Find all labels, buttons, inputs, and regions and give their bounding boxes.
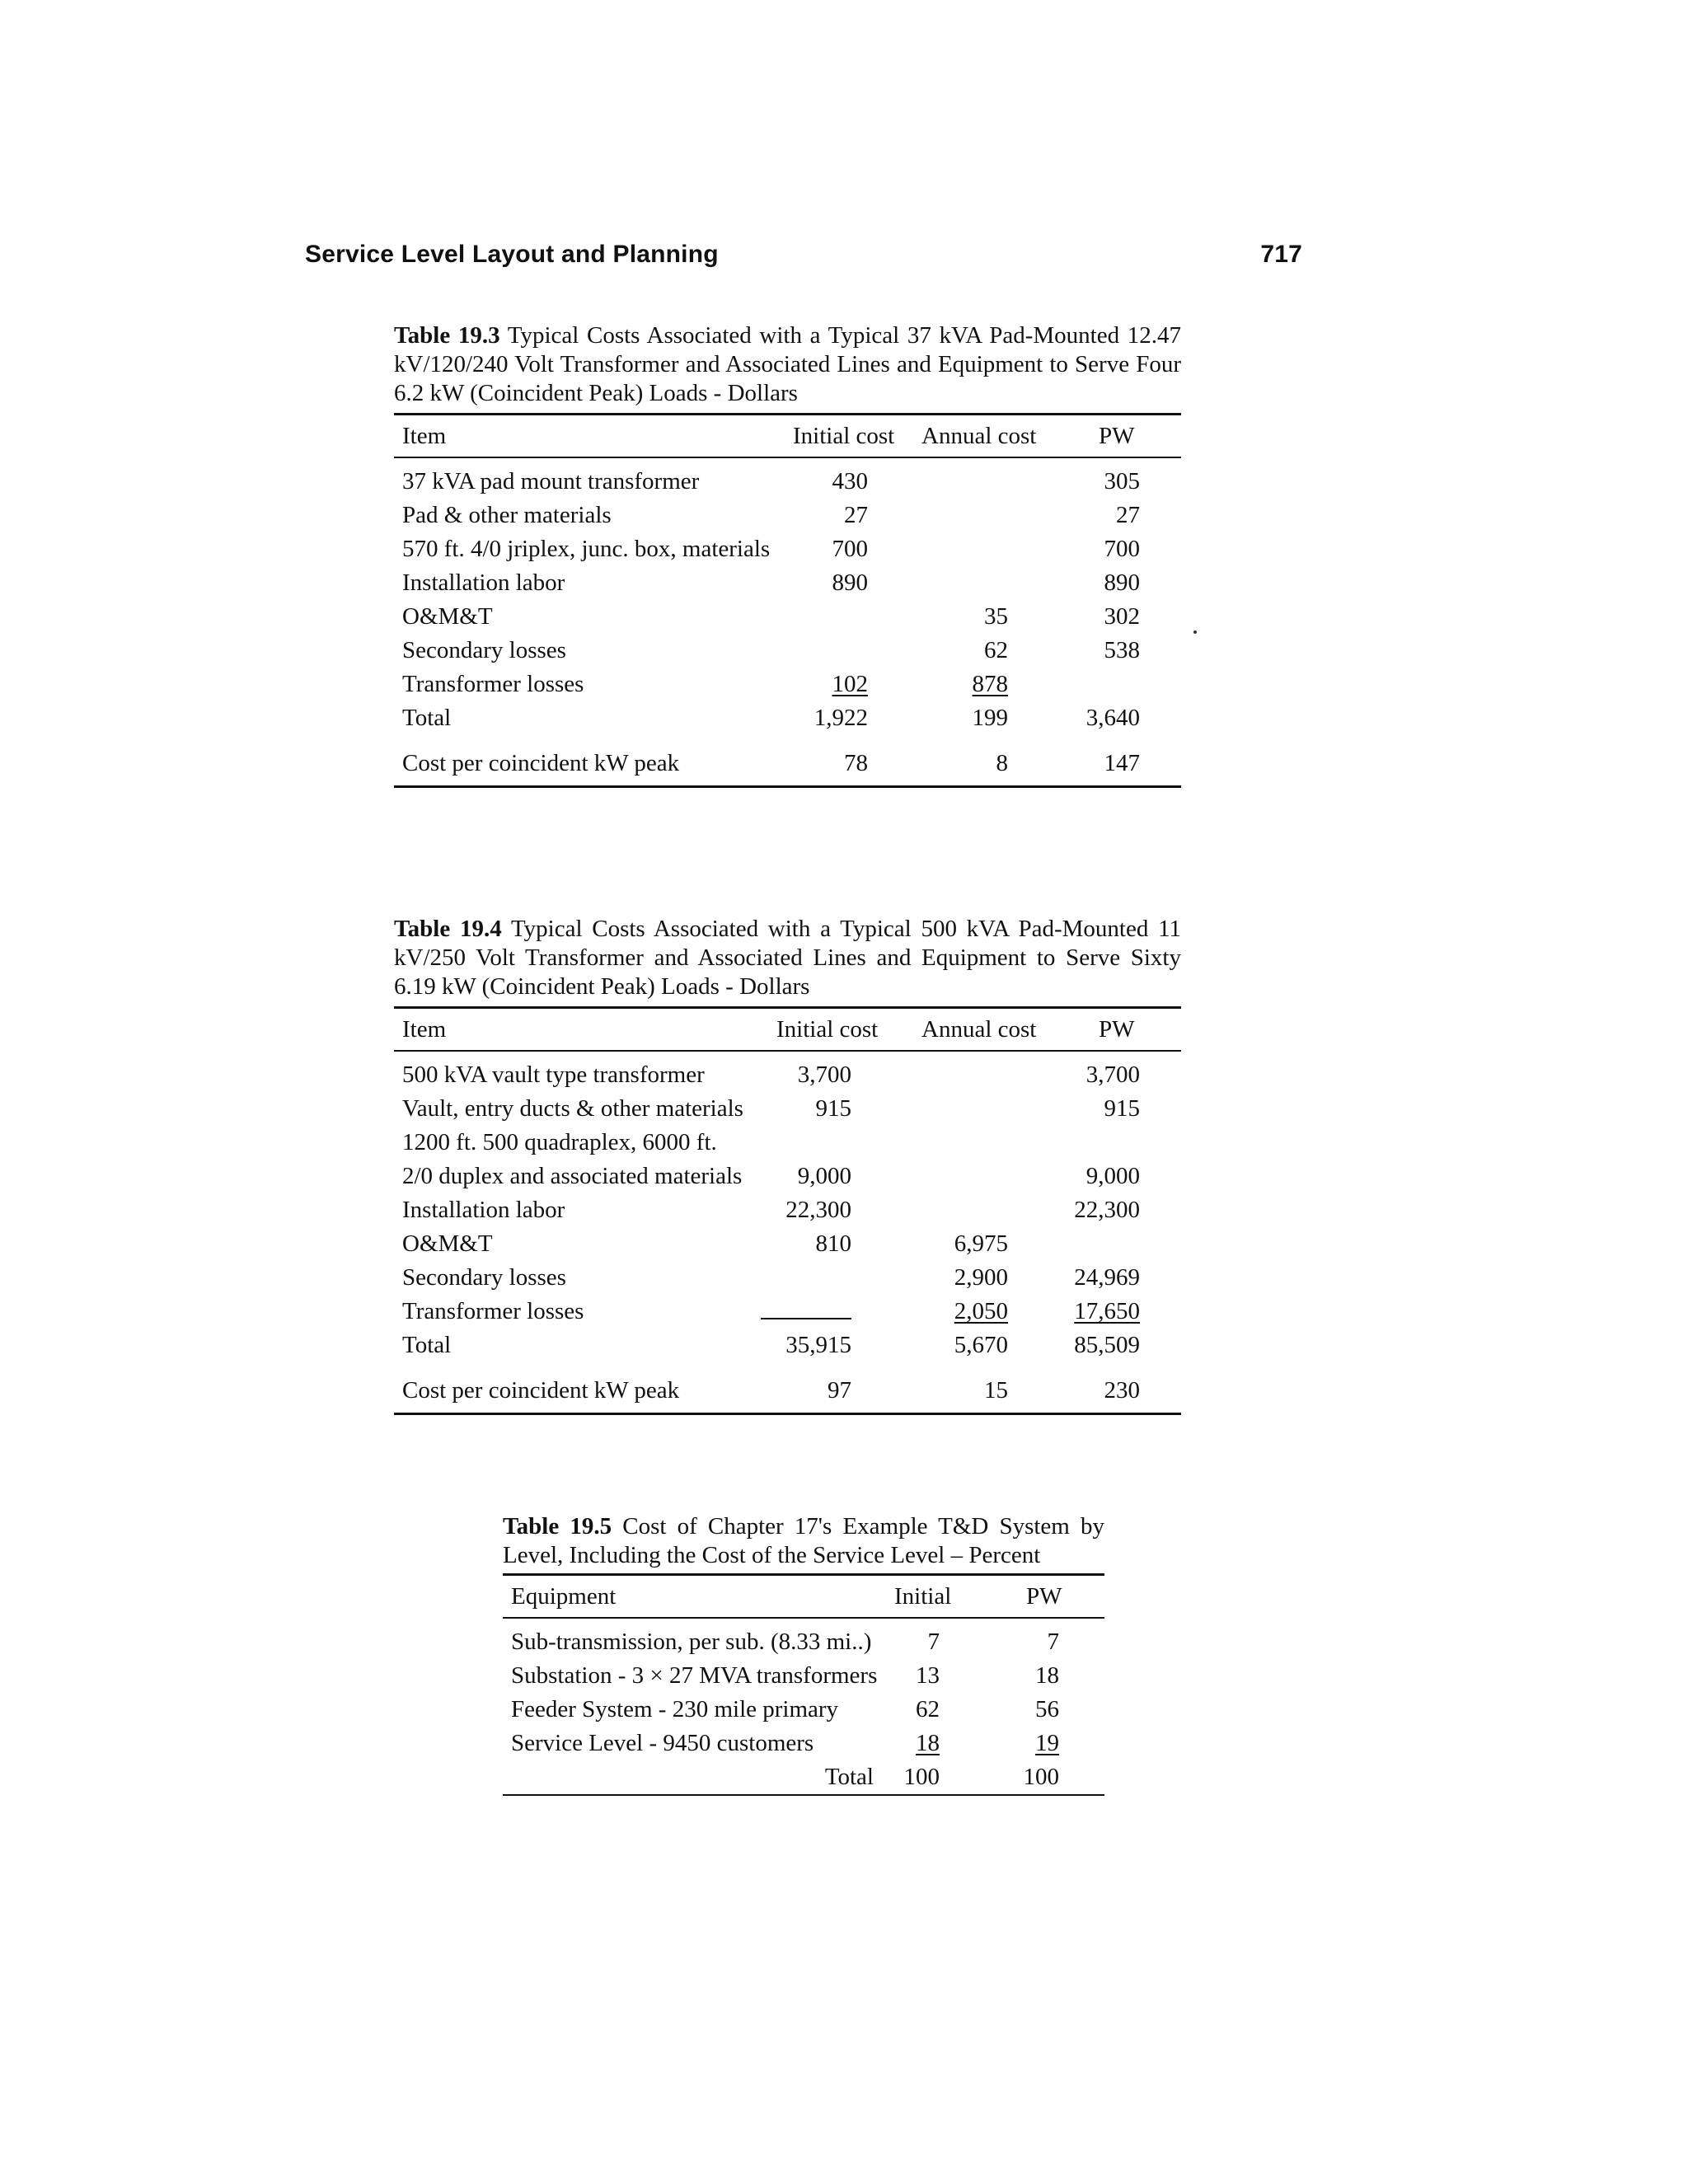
cell-item: 2/0 duplex and associated materials [402, 1163, 743, 1189]
cell-item: O&M&T [402, 1230, 493, 1257]
col-header-initial: Initial cost [793, 423, 895, 449]
table-caption-text: Cost of Chapter 17's Example T&D System by Level, Including the Cost of the Service Level – Percent [503, 1513, 1104, 1568]
cell-equipment: Service Level - 9450 customers [511, 1730, 814, 1756]
cell-pw: 915 [1104, 1095, 1140, 1122]
table-row [394, 1193, 1181, 1227]
cell-pw: 700 [1104, 536, 1140, 562]
table-header-row [503, 1576, 1104, 1617]
page-number: 717 [1260, 241, 1302, 268]
table-row [394, 566, 1181, 600]
table-caption [503, 1512, 1104, 1570]
cell-initial: 3,700 [797, 1062, 851, 1088]
table-caption-text: Typical Costs Associated with a Typical 37 kVA Pad-Mounted 12.47 kV/120/240 Volt Transformer and Associated Lines and Equipment to Serve Four 6.2 kW (Coincident Peak) Loads - Dollars [394, 322, 1181, 406]
table-row [503, 1727, 1104, 1760]
cell-initial: 13 [916, 1662, 940, 1689]
table-caption [394, 321, 1181, 408]
cell-initial: 100 [903, 1764, 940, 1790]
table-caption-text: Typical Costs Associated with a Typical 500 kVA Pad-Mounted 11 kV/250 Volt Transformer and Associated Lines and Equipment to Serve Sixty 6.19 kW (Coincident Peak) Loads - Dollars [394, 916, 1181, 1000]
table-bottom-rule [394, 785, 1181, 788]
cell-initial: 9,000 [797, 1163, 851, 1189]
table-row [394, 1126, 1181, 1160]
col-header-annual: Annual cost [921, 1016, 1037, 1043]
cell-pw: 100 [1023, 1764, 1059, 1790]
table-total-row [394, 701, 1181, 735]
running-head-title: Service Level Layout and Planning [305, 241, 719, 268]
cell-item: 500 kVA vault type transformer [402, 1062, 705, 1088]
cell-equipment: Substation - 3 × 27 MVA transformers [511, 1662, 878, 1689]
col-header-equipment: Equipment [511, 1583, 617, 1610]
cell-pw: 7 [1047, 1629, 1059, 1655]
table-row [394, 532, 1181, 566]
cell-item: Cost per coincident kW peak [402, 1377, 680, 1404]
cell-pw: 22,300 [1074, 1197, 1140, 1223]
table-19-4 [394, 915, 1181, 1415]
cell-pw: 890 [1104, 569, 1140, 596]
cell-annual: 35 [984, 603, 1008, 630]
table-total-row [394, 1329, 1181, 1362]
cell-initial: 18 [916, 1730, 940, 1756]
cell-annual: 62 [984, 637, 1008, 663]
cell-initial: 915 [815, 1095, 851, 1122]
cell-item: Pad & other materials [402, 502, 612, 528]
cell-pw: 56 [1035, 1696, 1059, 1722]
cell-annual: 6,975 [954, 1230, 1008, 1257]
cell-item: Cost per coincident kW peak [402, 750, 680, 776]
col-header-pw: PW [1026, 1583, 1062, 1610]
table-label: Table 19.4 [394, 916, 502, 942]
cell-pw: 18 [1035, 1662, 1059, 1689]
cell-pw: 3,700 [1085, 1062, 1140, 1088]
table-row [394, 465, 1181, 499]
table-bottom-rule [503, 1794, 1104, 1796]
table-19-5 [503, 1512, 1104, 1796]
cell-annual: 8 [996, 750, 1008, 776]
cell-initial-blank [761, 1295, 851, 1329]
table-caption [394, 915, 1181, 1001]
cell-pw: 302 [1104, 603, 1140, 630]
table-row [394, 1160, 1181, 1193]
table-row [394, 634, 1181, 668]
cell-item: Transformer losses [402, 1298, 584, 1324]
table-bottom-rule [394, 1413, 1181, 1415]
table-row [394, 600, 1181, 634]
cell-initial: 700 [832, 536, 868, 562]
cell-initial: 810 [815, 1230, 851, 1257]
cell-initial: 62 [916, 1696, 940, 1722]
cell-initial: 97 [828, 1377, 851, 1404]
cell-annual: 199 [972, 705, 1008, 731]
table-row [503, 1625, 1104, 1659]
cell-annual: 5,670 [954, 1332, 1008, 1358]
cell-pw: 305 [1104, 468, 1140, 494]
cell-pw: 538 [1104, 637, 1140, 663]
col-header-initial: Initial [894, 1583, 952, 1610]
cell-item: Installation labor [402, 1197, 565, 1223]
cell-pw: 85,509 [1074, 1332, 1140, 1358]
col-header-annual: Annual cost [921, 423, 1037, 449]
table-header-rule [394, 457, 1181, 458]
col-header-item: Item [402, 423, 447, 449]
cell-annual: 2,050 [954, 1298, 1008, 1324]
table-row [394, 1261, 1181, 1295]
cell-initial: 35,915 [785, 1332, 851, 1358]
cell-initial: 1,922 [814, 705, 868, 731]
table-header-rule [503, 1617, 1104, 1619]
cell-pw: 24,969 [1074, 1264, 1140, 1291]
col-header-initial: Initial cost [776, 1016, 879, 1043]
table-total-row [503, 1760, 1104, 1794]
table-label: Table 19.5 [503, 1513, 612, 1540]
cell-annual: 15 [984, 1377, 1008, 1404]
table-header-row [394, 1009, 1181, 1050]
cell-initial: 430 [832, 468, 868, 494]
col-header-pw: PW [1099, 1016, 1135, 1043]
table-header-row [394, 415, 1181, 457]
cell-item: Secondary losses [402, 1264, 566, 1291]
cell-equipment: Sub-transmission, per sub. (8.33 mi..) [511, 1629, 872, 1655]
cell-item: Installation labor [402, 569, 565, 596]
cell-initial: 7 [927, 1629, 940, 1655]
cell-total-label: Total [824, 1764, 874, 1790]
scan-speck [1193, 630, 1197, 634]
table-label: Table 19.3 [394, 322, 500, 349]
cell-pw: 19 [1035, 1730, 1059, 1756]
table-row [394, 1227, 1181, 1261]
cell-initial: 78 [844, 750, 868, 776]
cell-item: Secondary losses [402, 637, 566, 663]
table-row [394, 499, 1181, 532]
table-row [394, 1058, 1181, 1092]
table-row [394, 1295, 1181, 1329]
cell-item: 1200 ft. 500 quadraplex, 6000 ft. [402, 1129, 717, 1155]
cell-pw: 17,650 [1074, 1298, 1140, 1324]
cell-annual: 878 [972, 671, 1008, 697]
cell-initial: 890 [832, 569, 868, 596]
cell-item: 570 ft. 4/0 jriplex, junc. box, materials [402, 536, 771, 562]
table-row [394, 668, 1181, 701]
cell-pw: 27 [1116, 502, 1140, 528]
table-19-3 [394, 321, 1181, 788]
cell-item: Total [402, 705, 452, 731]
table-footer-row [394, 1374, 1181, 1408]
cell-item: Vault, entry ducts & other materials [402, 1095, 743, 1122]
cell-pw: 9,000 [1085, 1163, 1140, 1189]
cell-pw: 147 [1104, 750, 1140, 776]
cell-initial: 102 [832, 671, 868, 697]
table-header-rule [394, 1050, 1181, 1052]
cell-item: Transformer losses [402, 671, 584, 697]
table-row [394, 1092, 1181, 1126]
cell-item: O&M&T [402, 603, 493, 630]
cell-pw: 230 [1104, 1377, 1140, 1404]
cell-initial: 22,300 [785, 1197, 851, 1223]
cell-initial: 27 [844, 502, 868, 528]
table-row [503, 1659, 1104, 1693]
col-header-pw: PW [1099, 423, 1135, 449]
cell-item: 37 kVA pad mount transformer [402, 468, 700, 494]
col-header-item: Item [402, 1016, 447, 1043]
cell-equipment: Feeder System - 230 mile primary [511, 1696, 839, 1722]
table-footer-row [394, 747, 1181, 780]
cell-annual: 2,900 [954, 1264, 1008, 1291]
cell-pw: 3,640 [1085, 705, 1140, 731]
subtotal-underline [761, 1295, 851, 1319]
table-row [503, 1693, 1104, 1727]
cell-item: Total [402, 1332, 452, 1358]
